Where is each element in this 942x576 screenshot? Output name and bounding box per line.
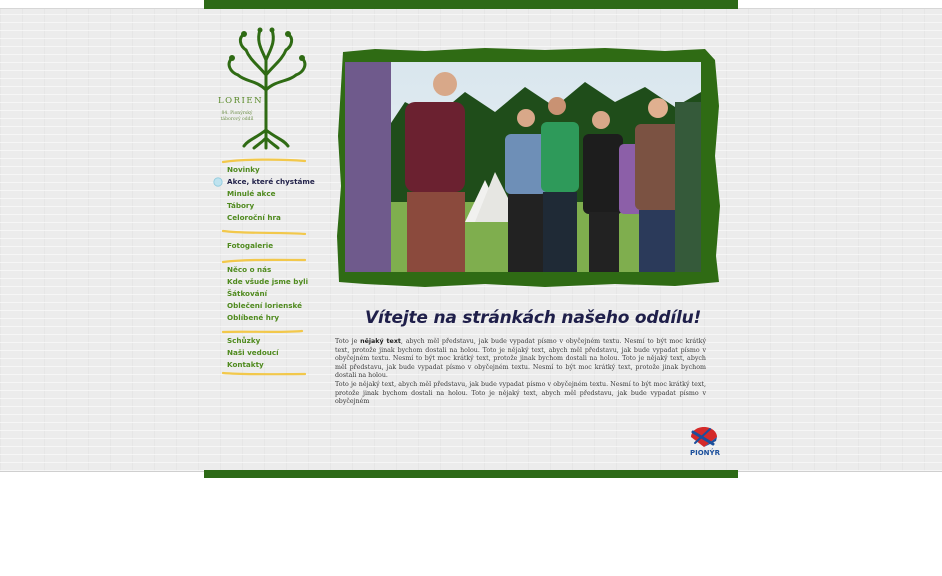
nav-item-nasi-vedouci[interactable]: Naši vedoucí (227, 348, 279, 357)
pionyr-label[interactable]: PIONÝR (689, 449, 720, 457)
nav-group-events (212, 164, 322, 224)
top-green-bar (204, 0, 738, 9)
bold-phrase: nějaký text (360, 338, 401, 345)
nav-item-fotogalerie[interactable]: Fotogalerie (227, 241, 274, 250)
page-title: Vítejte na stránkách našeho oddílu! (365, 308, 702, 328)
intro-paragraph-2: Toto je nějaký text, abych měl představu, jak bude vypadat písmo v obyčejném textu. Nesmí to být moc krátký text, protože jinak bychom dostali na holou. Toto je nějaký text, abych měl představu, jak bude vypadat písmo v obyčejném (335, 380, 706, 406)
nav-item-schuzky[interactable]: Schůzky (227, 336, 261, 345)
tree-logo-icon[interactable] (216, 20, 316, 150)
nav-item-obleceni-lorienske[interactable]: Oblečení lorienské (227, 301, 302, 310)
nav-item-akce-ktere-chystame[interactable] (212, 176, 322, 188)
nav-item-kde-vsude-jsme-byli[interactable]: Kde všude jsme byli (227, 277, 309, 286)
nav-group-about (212, 264, 322, 324)
nav-group-contact (212, 335, 322, 371)
active-bullet-icon (213, 177, 223, 187)
intro-paragraph-1: Toto je nějaký text, abych měl představu, jak bude vypadat písmo v obyčejném textu. Nesmí to být moc krátký text, protože jinak bychom dostali na holou. Toto je nějaký text, abych měl představu, jak bude vypadat písmo v obyčejném textu. Nesmí to být moc krátký text, protože jinak bychom dostali na holou. Toto je nějaký text, abych měl představu, jak bude vypadat písmo v obyčejném textu. Nesmí to být moc krátký text, protože jinak bychom dostali na holou. (335, 338, 706, 380)
nav-item-satkovani[interactable]: Šátkování (227, 289, 268, 298)
nav-item-novinky[interactable]: Novinky (227, 165, 260, 174)
nav-item-oblibene-hry[interactable]: Oblíbené hry (227, 313, 280, 322)
nav-group-gallery (212, 240, 322, 252)
nav-item-tabory[interactable]: Tábory (227, 201, 255, 210)
bottom-green-bar (204, 470, 738, 478)
main-navigation (212, 158, 322, 377)
yellow-brush-divider (222, 371, 306, 377)
group-photo (345, 62, 701, 272)
nav-item-label: Akce, které chystáme (227, 177, 315, 186)
nav-item-minule-akce[interactable]: Minulé akce (227, 189, 276, 198)
logo-title: LORIEN (218, 96, 264, 106)
intro-text (335, 338, 706, 407)
nav-item-kontakty[interactable]: Kontakty (227, 360, 264, 369)
nav-item-celorocni-hra[interactable]: Celoroční hra (227, 213, 281, 222)
logo-subtitle: 84. Pionýrský táborový oddíl (220, 111, 254, 122)
nav-item-neco-o-nas[interactable]: Něco o nás (227, 265, 272, 274)
